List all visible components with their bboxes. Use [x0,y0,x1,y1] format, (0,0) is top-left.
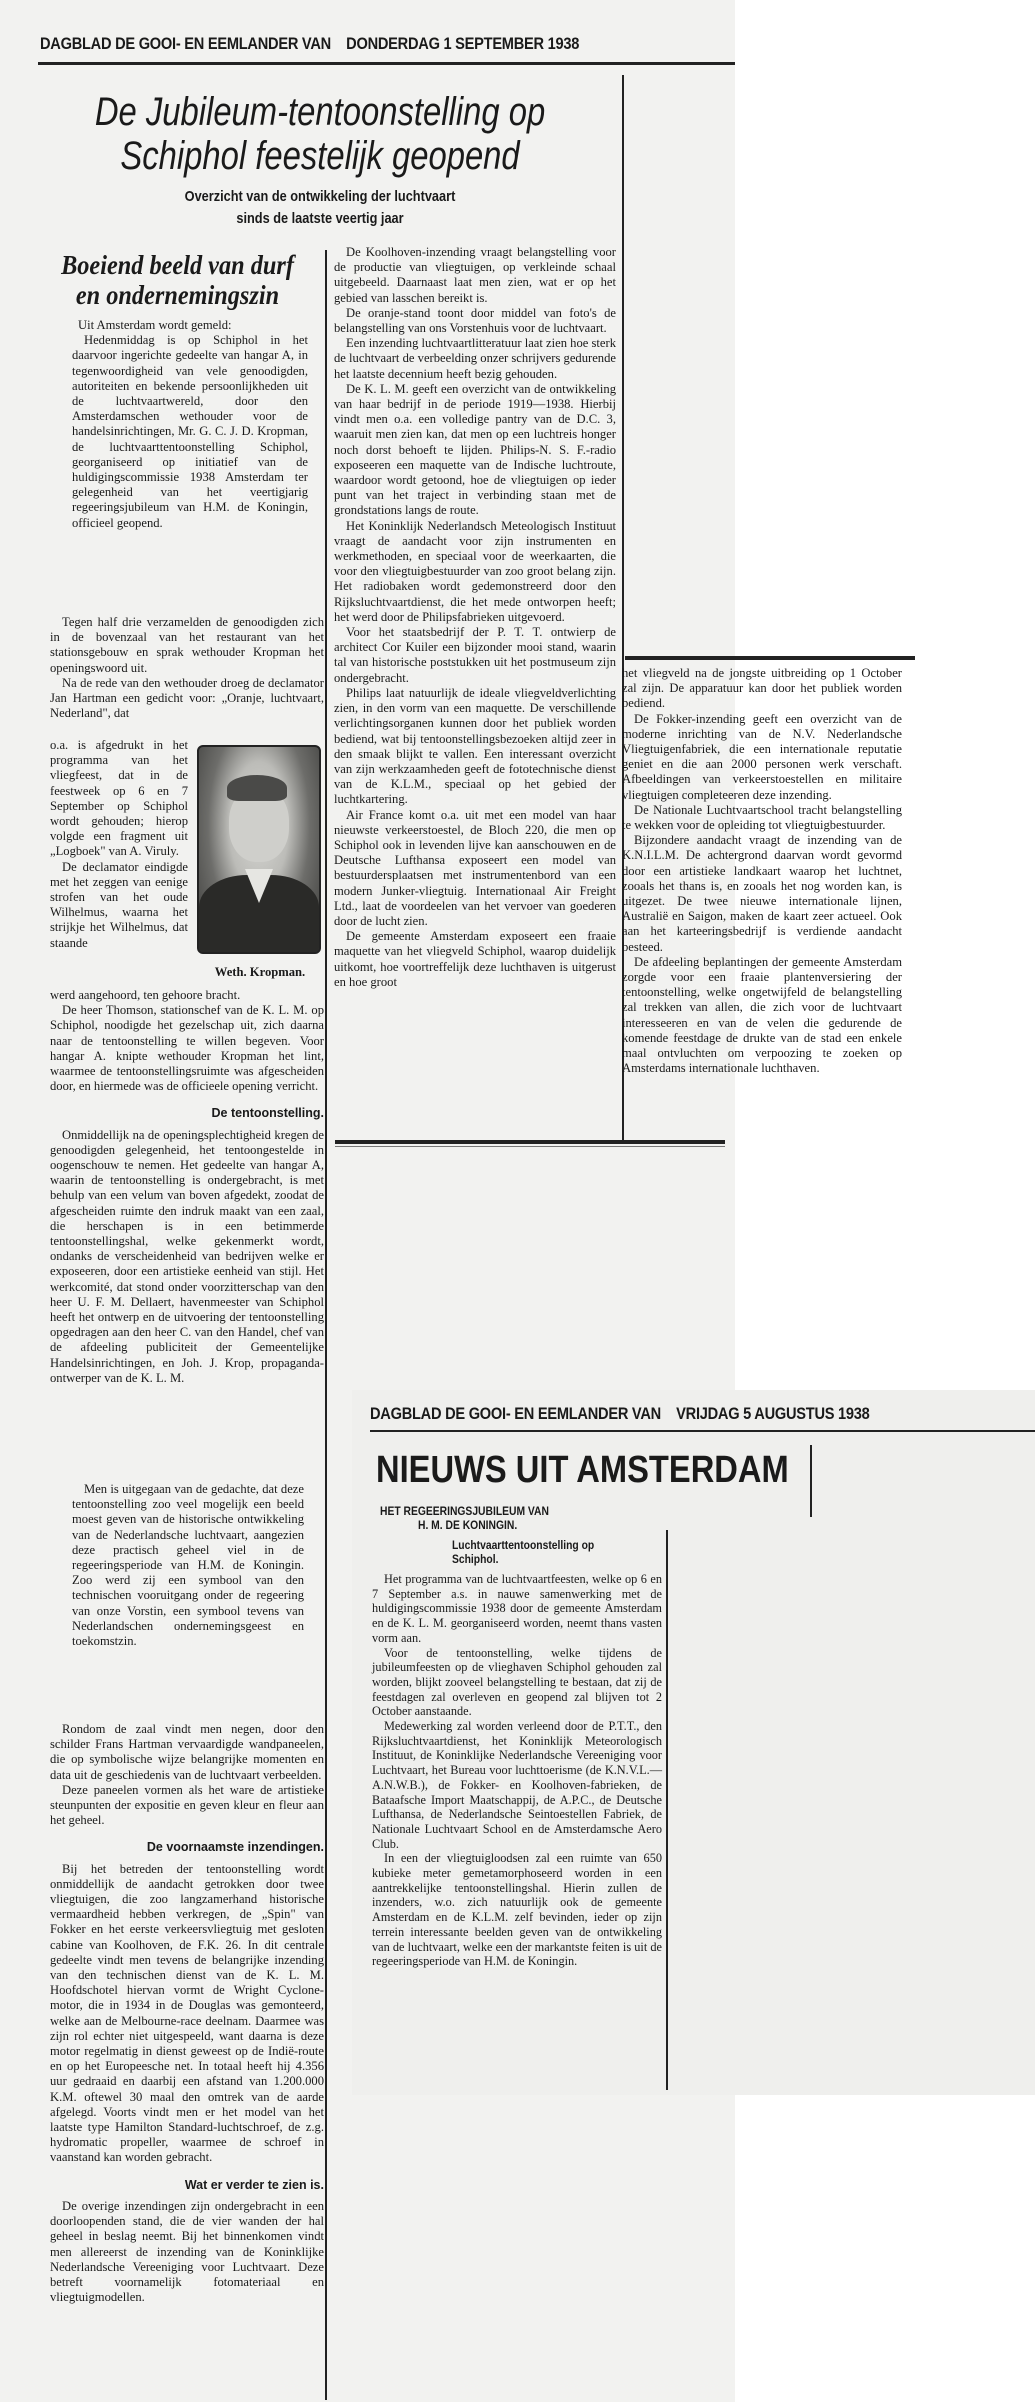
headline-line-2: Schiphol feestelijk geopend [120,134,520,178]
column-1-body-b [50,988,324,1386]
masthead-date: DONDERDAG 1 SEPTEMBER 1938 [346,34,580,53]
photo-caption: Weth. Kropman. [214,965,306,979]
section-caps-2: H. M. DE KONINGIN. [418,1518,518,1532]
paragraph: In een der vliegtuigloodsen zal een ruimte van 650 kubieke meter gemetamorphoseerd worden in een aantrekkelijke tentoonstellingshal. Hierin zullen de inzenders, w.o. zich natuurlijk ook de gemeente Amsterdam en de K.L.M. zelf bevinden, ieder op zijn terrein interessante beelden geven van de ontwikkeling van de luchtvaart, welke een der markantste feiten is uit de regeeringsperiode van H.M. de Koningin. [372,1851,662,1969]
kicker-headline [45,250,311,310]
column-rule-left [325,250,327,2400]
column-2 [334,245,616,990]
paragraph: Het Koninklijk Nederlandsch Meteologisch Instituut vraagt de aandacht voor zijn instrumenten en werkmethoden, en speciaal voor de weerkaarten, die voor den vliegtuigbestuurder van zoo groot belang zijn. Het radiobaken wordt gedemonstreerd door den Rijksluchtvaartdienst, die het mede ontworpen heeft; het werd door de Philipsfabrieken uitgevoerd. [334,518,616,624]
paragraph: o.a. is afgedrukt in het programma van het vliegfeest, dat in de feestweek op 6 en 7 September op Schiphol wordt gehouden; hierop volgde een fragment uit „Logboek" van A. Viruly. [50,738,188,859]
article-subtitle-2: Schiphol. [452,1552,499,1566]
paragraph: De declamator eindigde met het zeggen van eenige strofen van het oude Wilhelmus, waarna het strijkje het Wilhelmus, dat staande [50,859,188,950]
masthead-rule [38,62,735,65]
paragraph: werd aangehoord, ten gehoore bracht. [50,988,241,1002]
headline-line-1: De Jubileum-tentoonstelling op [94,90,546,134]
column-3-top-rule [625,656,915,660]
subhead-line-2: sinds de laatste veertig jaar [236,210,404,227]
column-1-lead [72,318,308,531]
paragraph: Air France komt o.a. uit met een model van haar nieuwste verkeerstoestel, de Bloch 220, die men op Schiphol ook in levenden lijve kan aanschouwen en de Deutsche Lufthansa exposeert een model van bestuurdersplaatsen met instrumentenbord van een modern Junker-vliegtuig. Internationaal Air Freight Ltd., laat de voordeelen van het vervoer van goederen door de lucht zien. [334,807,616,928]
paragraph: Men is uitgegaan van de gedachte, dat deze tentoonstelling zoo veel mogelijk een beeld moest geven van de historische ontwikkeling van de Nederlandsche luchtvaart, aangezien deze practisch geheel viel in de regeeringsperiode van H.M. de Koningin. Zoo werd zij een symbool van den technischen vooruitgang onder de regeering van onze Vorstin, een symbool tevens van Nederlandschen ondernemingsgeest en toekomstzin. [72,1482,304,1649]
paragraph: Deze paneelen vormen als het ware de artistieke steunpunten der expositie en geven kleur en fleur aan het geheel. [50,1782,324,1828]
section-heading-tentoonstelling: De tentoonstelling. [211,1106,324,1121]
masthead-paper-name: DAGBLAD DE GOOI- EN EEMLANDER VAN [40,34,331,53]
main-headline [82,90,558,178]
kicker-line-2: en ondernemingszin [75,280,280,310]
paragraph: De gemeente Amsterdam exposeert een fraaie maquette van het vliegveld Schiphol, waarop duidelijk uitkomt, hoe voortreffelijk deze luchthaven is uitgerust en hoe groot [334,929,616,989]
paragraph: Voor de tentoonstelling, welke tijdens de jubileumfeesten op de vlieghaven Schiphol gehouden zal worden, blijkt zooveel belangstelling te bestaan, dat zij de feestdagen zal overleven en geopend zal blijven tot 2 October aanstaande. [372,1645,662,1719]
column-1-body-c [50,1722,324,2305]
column-3 [622,666,902,1076]
paragraph: Bijzondere aandacht vraagt de inzending van de K.N.I.L.M. De achtergrond daarvan wordt gevormd door een artistieke landkaart waarop het luchtnet, zooals het thans is, en zooals het nog worden kan, is uitgezet. De twee nieuwe internationale lijnen, Australië en Saigon, maken de kaart zeer actueel. Ook aan het karteeringsbedrijf is verdiende aandacht besteed. [622,833,902,954]
column-1-body-a [50,615,324,721]
masthead-paper-name: DAGBLAD DE GOOI- EN EEMLANDER VAN [370,1404,661,1423]
clipping-5-augustus-1938 [352,1390,1035,2095]
subhead-line-1: Overzicht van de ontwikkeling der luchtvaart [184,188,456,205]
paragraph: De Koolhoven-inzending vraagt belangstelling voor de productie van vliegtuigen, op verkleinde schaal uitgebeeld. Daarnaast laat men zien, wat er op het gebied van lasschen bereikt is. [334,245,616,305]
paragraph: Voor het staatsbedrijf der P. T. T. ontwierp de architect Cor Kuiler een bijzonder mooi stand, waarin tal van historische poststukken uit het postmuseum zijn ondergebracht. [334,625,616,685]
masthead-rule [370,1430,1035,1432]
paragraph: Philips laat natuurlijk de ideale vliegveldverlichting zien, in den vorm van een maquette. De verschillende verlichtingsorganen kunnen door het publiek worden bediend, wat bij tentoonstellingsbezoeken altijd zeer in den smaak blijkt te vallen. Een interessant overzicht van zijn werkzaamheden geeft de fototechnische dienst van de K.L.M., speciaal op het gebied der luchtkartering. [334,685,616,807]
paragraph: Tegen half drie verzamelden de genoodigden zich in de bovenzaal van het restaurant van het stationsgebouw en sprak wethouder Kropman het openingswoord uit. [50,615,324,675]
paragraph: Hedenmiddag is op Schiphol in het daarvoor ingerichte gedeelte van hangar A, in tegenwoordigheid van vele genoodigden, autoriteiten en bekende persoonlijkheden uit de luchtvaartwereld, door den Amsterdamschen wethouder voor de handelsinrichtingen, Mr. G. C. J. D. Kropman, de luchtvaarttentoonstelling Schiphol, georganiseerd op initiatief van de huldigingscommissie 1938 Amsterdam ter gelegenheid van het veertigjarig regeeringsjubileum van H.M. de Koningin, officieel geopend. [72,333,308,530]
paragraph: Een inzending luchtvaartlitteratuur laat zien hoe sterk de luchtvaart de verbeelding onzer schrijvers gedurende het laatste decennium heeft bezig gehouden. [334,336,616,381]
paragraph: De K. L. M. geeft een overzicht van de ontwikkeling van haar bedrijf in de periode 1919—1938. Hierbij vindt men o.a. een volledige pantry van de D.C. 3, waaruit men zien kan, dat men op een luchtreis honger noch dorst behoeft te lijden. Philips-N. S. F.-radio exposeeren een maquette van de Indische luchtroute, waardoor wordt getoond, hoe de vliegtuigen op ieder punt van het traject in verbinding staan met de grondstations langs de route. [334,381,616,518]
headline-rule [810,1445,812,1517]
paragraph: het vliegveld na de jongste uitbreiding op 1 October zal zijn. De apparatuur kan door het publiek worden bediend. [622,666,902,711]
column-1-beside-photo [50,738,188,951]
paragraph: Bij het betreden der tentoonstelling wordt onmiddellijk de aandacht getrokken door twee vliegtuigen, die zoo langzamerhand historische vermaardheid hebben verkregen, de „Spin" van Fokker en het eerste verkeersvliegtuig met gesloten cabine van Koolhoven, de F.K. 26. In dit centrale gedeelte vindt men tevens de belangrijke inzending van den technischen dienst van de K. L. M. Hoofdschotel hiervan vormt de Wright Cyclone-motor, die in 1934 in de Douglas was gemonteerd, welke aan de Melbourne-race deelnam. Daarmee was zijn rol echter niet uitgespeeld, want daarna is deze motor regelmatig in dienst geweest op de Indië-route en op het Europeesche net. In totaal heeft hij 4.356 uur gedraaid en daarbij een afstand van 1.200.000 K.M. oftewel 30 maal den omtrek van de aarde afgelegd. Voorts vindt men er het model van het laatste type Hamilton Standard-luchtschroef, de z.g. hydromatic propeller, waarmee de schroef in vaanstand kan worden gebracht. [50,1861,324,2165]
portrait-photo-kropman [197,745,321,954]
section-heading-inzendingen: De voornaamste inzendingen. [146,1840,324,1855]
paragraph: Na de rede van den wethouder droeg de declamator Jan Hartman een gedicht voor: „Oranje, luchtvaart, Nederland", dat [50,675,324,721]
masthead-date: VRIJDAG 5 AUGUSTUS 1938 [676,1404,870,1423]
paragraph: Rondom de zaal vindt men negen, door den schilder Frans Hartman vervaardigde wandpaneelen, die op symbolische wijze belangrijke momenten en data uit de geschiedenis van de luchtvaart verbeelden. [50,1722,324,1782]
paragraph: De Nationale Luchtvaartschool tracht belangstelling te wekken voor de opleiding tot vliegtuigbestuurder. [622,802,902,833]
bottom-double-rule [335,1140,725,1144]
paragraph: Onmiddellijk na de openingsplechtigheid kregen de genoodigden gelegenheid, het tentoongestelde in oogenschouw te nemen. Het gedeelte van hangar A, waarin de tentoonstelling is ondergebracht, is met behulp van een velum van boven afgedekt, zoodat de afgescheiden ruimte den indruk maakt van een zaal, die herschapen is in een betimmerde tentoonstellingshal, welke gekenmerkt wordt, ondanks de verscheidenheid van bedrijven welke er exposeeren, door een artistieke eenheid van stijl. Het werkcomité, dat stond onder voorzitterschap van den heer U. F. M. Dellaert, havenmeester van Schiphol heeft het ontwerp en de uitvoering der tentoonstelling opgedragen aan den heer C. van den Handel, chef van de afdeeling publiciteit der Gemeentelijke Handelsinrichtingen, en Joh. J. Krop, propaganda-ontwerper van de K. L. M. [50,1127,324,1385]
subheadline [82,186,558,230]
paragraph: De afdeeling beplantingen der gemeente Amsterdam zorgde voor een fraaie plantenversiering der tentoonstelling, welke ongetwijfeld de belangstelling zal trekken van allen, die zich voor de luchtvaart interesseeren en van de velen die gedurende de komende feestdage de drukte van de stad een enkele maal ontvluchten om verpoozing te zoeken op Amsterdams internationale luchthaven. [622,954,902,1076]
paragraph: Medewerking zal worden verleend door de P.T.T., den Rijksluchtvaartdienst, het Koninklijk Meteorologisch Instituut, de Koninklijke Nederlandsche Vereeniging voor Luchtvaart, het Bureau voor luchttoerisme (de K.N.V.L.—A.N.W.B.), de Fokker- en Koolhoven-fabrieken, de Bataafsche Import Maatschappij, de A.P.C., de Deutsche Lufthansa, de Nederlandsche Seintoestellen Fabriek, de Nationale Luchtvaart School en de Amsterdamsche Aero Club. [372,1719,662,1851]
column-rule [666,1530,668,2090]
section-caps-1: HET REGEERINGSJUBILEUM VAN [380,1504,549,1518]
paragraph: Het programma van de luchtvaartfeesten, welke op 6 en 7 September a.s. in nauwe samenwerking met de huldigingscommissie 1938 door de gemeente Amsterdam en de K. L. M. georganiseerd worden, neemt thans vasten vorm aan. [372,1572,662,1645]
paragraph: De oranje-stand toont door middel van foto's de belangstelling van ons Vorstenhuis voor de luchtvaart. [334,305,616,336]
column-1-indented [72,1482,304,1649]
nieuws-headline: NIEUWS UIT AMSTERDAM [376,1449,789,1491]
paragraph: De overige inzendingen zijn ondergebracht in een doorloopenden stand, die de vier wanden der hal geheel in beslag neemt. Bij het binnenkomen vindt men allereerst de inzending van de Koninklijke Nederlandsche Vereeniging voor Luchtvaart. Deze betreft voornamelijk fotomateriaal en vliegtuigmodellen. [50,2198,324,2305]
paragraph: De Fokker-inzending geeft een overzicht van de moderne inrichting van de N.V. Nederlandsche Vliegtuigenfabriek, die een internationale reputatie geniet en die aan 2000 personen werk verschaft. Afbeeldingen van verkeerstoestellen en militaire vliegtuigen completeeren deze inzending. [622,711,902,802]
article-body [372,1572,662,1969]
masthead-2 [370,1404,870,1424]
paragraph: De heer Thomson, stationschef van de K. L. M. op Schiphol, noodigde het gezelschap uit, zich daarna naar de tentoonstelling te willen begeven. Voor hangar A. knipte wethouder Kropman het lint, waarmee de tentoonstellingsruimte was afgescheiden door, en hiermede was de officieele opening verricht. [50,1003,324,1094]
dateline: Uit Amsterdam wordt gemeld: [78,318,232,332]
kicker-line-1: Boeiend beeld van durf [61,250,294,280]
section-heading-verder: Wat er verder te zien is. [184,2177,324,2192]
masthead-1 [40,34,579,54]
article-subtitle-1: Luchtvaarttentoonstelling op [452,1538,595,1552]
